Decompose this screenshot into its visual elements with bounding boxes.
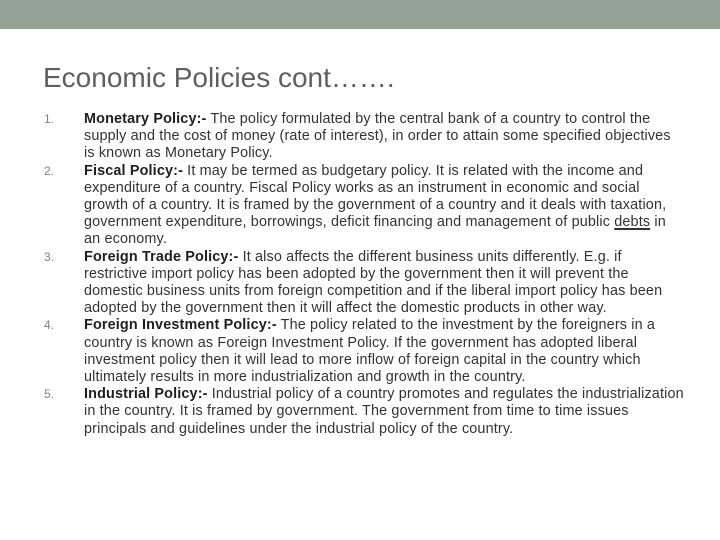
item-description: Industrial policy of a country promotes and regulates the industrialization in the country. It is framed by government. The government from time to time issues principals and guidelines under the industrial policy of the country. xyxy=(84,386,684,437)
item-description: The policy related to the investment by the foreigners in a country is known as Foreign Investment Policy. If the government has adopted liberal investment policy then it will lead to more inflow of foreign capital in the country which ultimately results in more industrialization and growth in the country. xyxy=(84,317,656,386)
item-term: Foreign Investment Policy:- xyxy=(84,317,277,334)
item-body xyxy=(84,249,684,318)
item-description-end: in an economy. xyxy=(84,214,666,248)
slide-title: Economic Policies cont……. xyxy=(43,62,395,93)
item-number: 4. xyxy=(44,318,55,333)
list-item-monetary-policy xyxy=(44,111,684,163)
item-body xyxy=(84,111,684,163)
list-item-fiscal-policy xyxy=(44,163,684,249)
underlined-word: debts xyxy=(614,214,651,231)
item-body xyxy=(84,163,684,249)
list-item-industrial-policy xyxy=(44,386,684,438)
policy-list xyxy=(44,111,684,438)
item-number: 2. xyxy=(44,163,55,178)
item-description: It may be termed as budgetary policy. It is related with the income and expenditure of a country. Fiscal Policy works as an instrument in economic and social growth of a country. It is framed by the government of a country and it deals with taxation, government expenditure, borrowings, deficit financing and management of public xyxy=(84,162,667,231)
item-description: The policy formulated by the central bank of a country to control the supply and the cost of money (rate of interest), in order to attain some specified objectives is known as Monetary Policy. xyxy=(84,111,671,162)
item-body xyxy=(84,317,684,386)
list-item-foreign-investment-policy xyxy=(44,317,684,386)
item-term: Fiscal Policy:- xyxy=(84,162,184,179)
item-term: Foreign Trade Policy:- xyxy=(84,248,239,265)
item-description: It also affects the different business units differently. E.g. if restrictive import policy has been adopted by the government then it will prevent the domestic business units from foreign competition and if the liberal import policy has been adopted by the government then it will affect the domestic products in other way. xyxy=(84,248,663,317)
list-item-foreign-trade-policy xyxy=(44,249,684,318)
item-body xyxy=(84,386,684,438)
item-term: Monetary Policy:- xyxy=(84,111,207,127)
item-number: 1. xyxy=(44,112,55,126)
item-term: Industrial Policy:- xyxy=(84,386,208,403)
top-accent-bar xyxy=(0,0,720,29)
item-number: 5. xyxy=(44,387,55,402)
item-number: 3. xyxy=(44,249,55,264)
